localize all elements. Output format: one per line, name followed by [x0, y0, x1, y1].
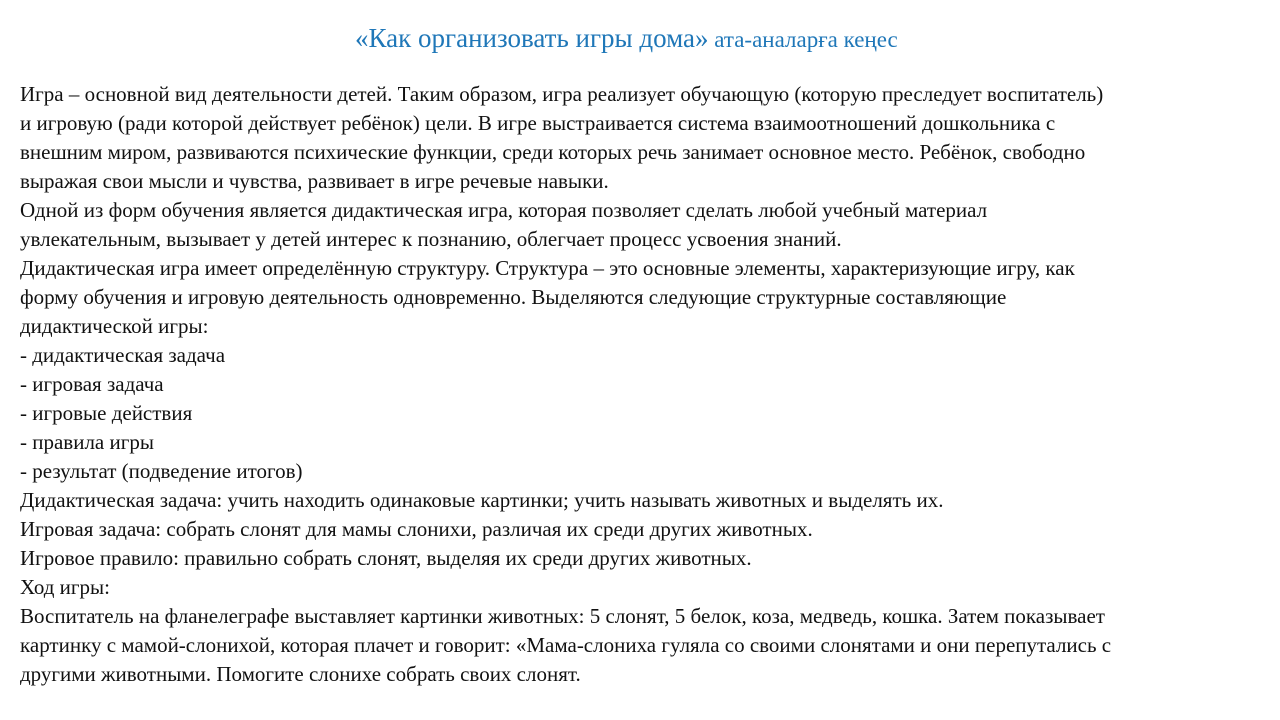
body-line: выражая свои мысли и чувства, развивает в игре речевые навыки.	[20, 169, 609, 193]
list-item: - результат (подведение итогов)	[20, 459, 303, 483]
list-item: - правила игры	[20, 430, 154, 454]
body-line: дидактической игры:	[20, 314, 209, 338]
body-line: Ход игры:	[20, 575, 110, 599]
slide-title-sub: ата-аналарға кеңес	[708, 27, 898, 52]
body-line: Игровая задача: собрать слонят для мамы слонихи, различая их среди других животных.	[20, 517, 813, 541]
body-line: внешним миром, развиваются психические функции, среди которых речь занимает основное место. Ребёнок, свободно	[20, 140, 1086, 164]
list-item: - игровая задача	[20, 372, 164, 396]
list-item: - дидактическая задача	[20, 343, 226, 367]
body-line: Дидактическая задача: учить находить одинаковые картинки; учить называть животных и выделять их.	[20, 488, 944, 512]
body-line: и игровую (ради которой действует ребёнок) цели. В игре выстраивается система взаимоотношений дошкольника с	[20, 111, 1056, 135]
body-line: увлекательным, вызывает у детей интерес к познанию, облегчает процесс усвоения знаний.	[20, 227, 842, 251]
body-line: Игровое правило: правильно собрать слонят, выделяя их среди других животных.	[20, 546, 752, 570]
body-line: картинку с мамой-слонихой, которая плачет и говорит: «Мама-слониха гуляла со своими слонятами и они перепутались с	[20, 633, 1112, 657]
body-line: Дидактическая игра имеет определённую структуру. Структура – это основные элементы, характеризующие игру, как	[20, 256, 1075, 280]
slide-title-main: «Как организовать игры дома»	[355, 23, 709, 53]
body-line: форму обучения и игровую деятельность одновременно. Выделяются следующие структурные составляющие	[20, 285, 1007, 309]
body-line: Игра – основной вид деятельности детей. Таким образом, игра реализует обучающую (которую преследует воспитатель)	[20, 82, 1104, 106]
slide-title	[355, 20, 1255, 61]
body-line: Одной из форм обучения является дидактическая игра, которая позволяет сделать любой учебный материал	[20, 198, 988, 222]
body-line: другими животными. Помогите слонихе собрать своих слонят.	[20, 662, 581, 686]
list-item: - игровые действия	[20, 401, 193, 425]
slide-body	[20, 80, 1270, 689]
body-line: Воспитатель на фланелеграфе выставляет картинки животных: 5 слонят, 5 белок, коза, медведь, кошка. Затем показывает	[20, 604, 1105, 628]
